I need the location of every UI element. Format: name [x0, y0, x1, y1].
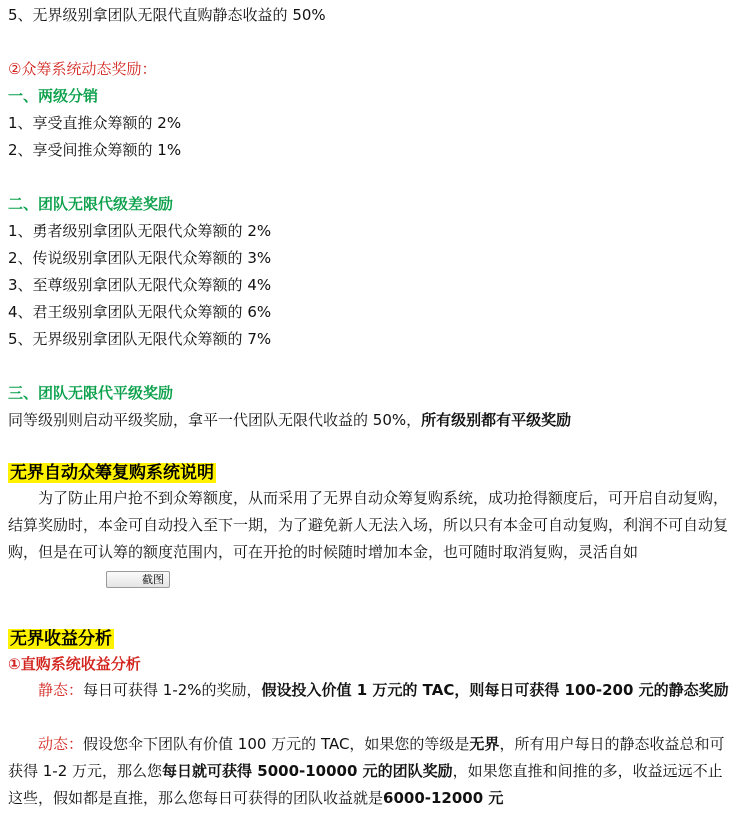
- list-item: 5、无界级别拿团队无限代众筹额的 7%: [8, 330, 272, 348]
- dynamic-text-1: 假设您伞下团队有价值 100 万元的 TAC，如果您的等级是: [83, 735, 470, 753]
- dynamic-bold-2: 每日就可获得 5000-10000 元的团队奖励: [162, 762, 453, 780]
- static-bold-text: 假设投入价值 1 万元的 TAC，则每日可获得 100-200 元的静态奖励: [261, 681, 729, 699]
- list-item: 3、至尊级别拿团队无限代众筹额的 4%: [8, 276, 272, 294]
- static-reward-item-5: 5、无界级别拿团队无限代直购静态收益的 50%: [8, 6, 326, 24]
- income-analysis-heading: [8, 626, 114, 652]
- list-item: 1、享受直推众筹额的 2%: [8, 114, 182, 132]
- list-item: 2、传说级别拿团队无限代众筹额的 3%: [8, 249, 272, 267]
- peer-reward-bold: 所有级别都有平级奖励: [421, 411, 572, 429]
- section-two-level-distribution: 一、两级分销: [8, 87, 99, 105]
- static-label: 静态：: [38, 681, 84, 699]
- dynamic-reward-title: ②众筹系统动态奖励：: [8, 60, 157, 78]
- direct-purchase-income-title: ①直购系统收益分析: [8, 655, 141, 673]
- static-text: 每日可获得 1-2%的奖励，: [83, 681, 262, 699]
- static-income-paragraph: [8, 677, 732, 704]
- dynamic-income-paragraph: [8, 731, 732, 812]
- income-analysis-title: 无界收益分析: [10, 629, 112, 649]
- list-item: 2、享受间推众筹额的 1%: [8, 141, 182, 159]
- section-team-differential: 二、团队无限代级差奖励: [8, 195, 174, 213]
- peer-reward-text: [8, 410, 571, 430]
- dynamic-text-3: ，如果您直推和间推的多，收益远远不止这些，假如都是直推，那么您每日可获得的团队收益就是: [8, 762, 723, 807]
- dynamic-text-2: ，所有用户每日的静态收益总和可获得 1-2 万元，那么您: [8, 735, 725, 780]
- dynamic-label: 动态：: [38, 735, 84, 753]
- auto-repurchase-heading: [8, 460, 216, 486]
- auto-repurchase-paragraph: [8, 485, 732, 593]
- screenshot-button[interactable]: 截图: [106, 571, 170, 588]
- auto-repurchase-title: 无界自动众筹复购系统说明: [10, 463, 214, 483]
- auto-repurchase-text: 为了防止用户抢不到众筹额度，从而采用了无界自动众筹复购系统，成功抢得额度后，可开启自动复购，结算奖励时，本金可自动投入至下一期，为了避免新人无法入场，所以只有本金可自动复购，利润不可自动复购，但是在可认筹的额度范围内，可在开抢的时候随时增加本金，也可随时取消复购，灵活自如: [8, 489, 729, 561]
- peer-reward-desc: 同等级别则启动平级奖励，拿平一代团队无限代收益的 50%，: [8, 411, 422, 429]
- dynamic-bold-3: 6000-12000 元: [383, 789, 504, 807]
- dynamic-bold-1: 无界: [469, 735, 500, 753]
- list-item: 1、勇者级别拿团队无限代众筹额的 2%: [8, 222, 272, 240]
- list-item: 4、君王级别拿团队无限代众筹额的 6%: [8, 303, 272, 321]
- section-team-peer-reward: 三、团队无限代平级奖励: [8, 384, 174, 402]
